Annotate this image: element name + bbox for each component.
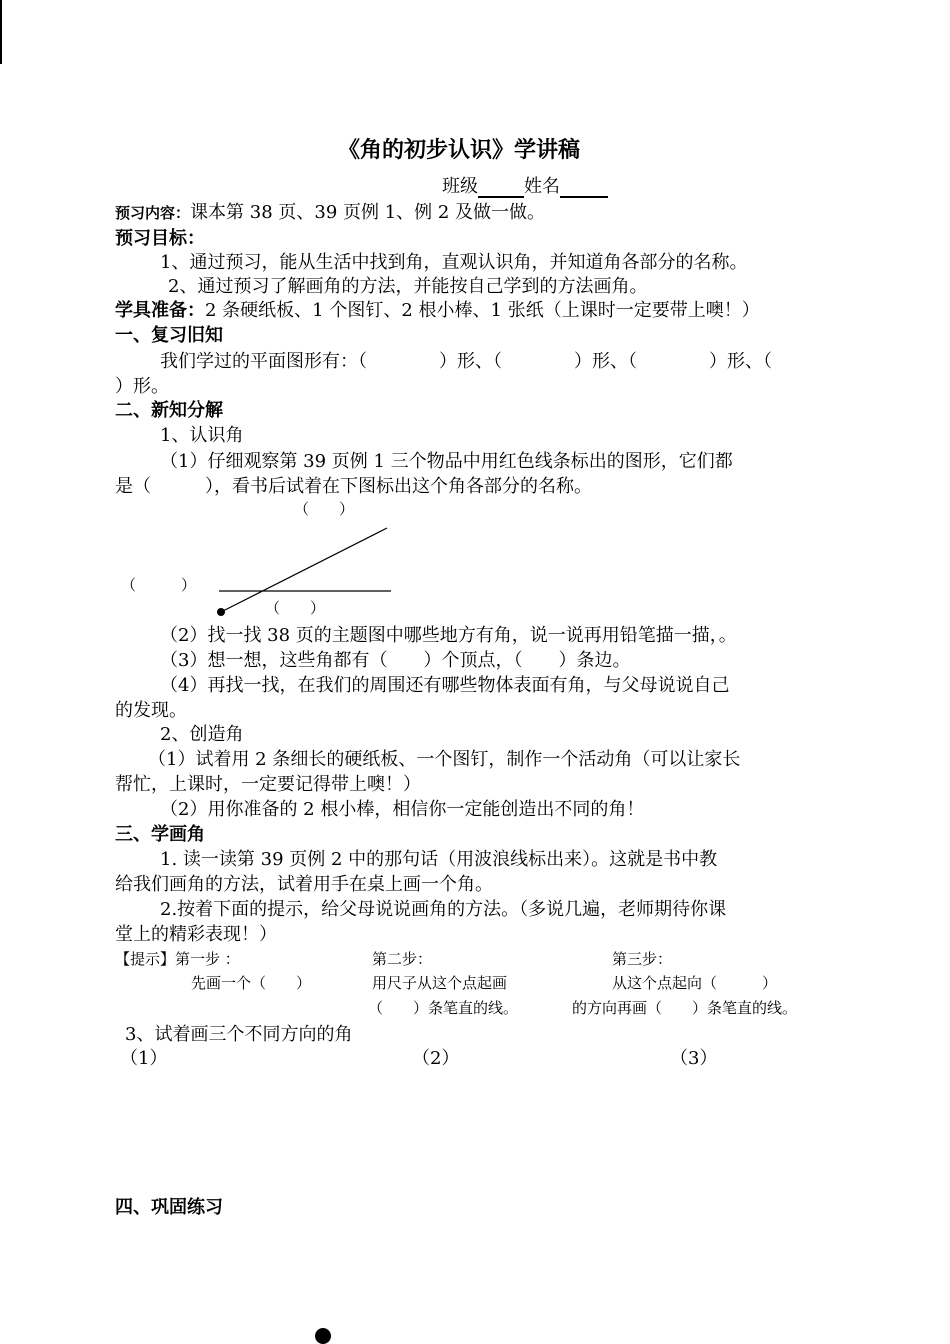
- class-label: 班级: [442, 176, 478, 197]
- drawing-slot-3[interactable]: （3）: [670, 1048, 718, 1069]
- goal-item-1: 1、通过预习，能从生活中找到角，直观认识角，并知道角各部分的名称。: [160, 252, 748, 273]
- create1-line1: （1）试着用 2 条细长的硬纸板、一个图钉，制作一个活动角（可以让家长: [148, 749, 741, 770]
- draw1-line1: 1. 读一读第 39 页例 2 中的那句话（用波浪线标出来）。这就是书中教: [160, 849, 718, 870]
- hint-step2-label: 第二步：: [372, 950, 433, 968]
- drawing-slot-1[interactable]: （1）: [120, 1048, 168, 1069]
- tools-label: 学具准备：: [115, 300, 205, 321]
- hint-step3-label: 第三步：: [612, 950, 673, 968]
- section2-heading: 二、新知分解: [115, 400, 223, 421]
- sub-heading-create-angle: 2、创造角: [160, 724, 244, 745]
- diagram-label-bottom[interactable]: （ ）: [265, 599, 326, 617]
- angle-diagram: [0, 0, 950, 640]
- page-title: 《角的初步认识》学讲稿: [338, 137, 581, 163]
- hint-step2-text2: （ ）条笔直的线。: [368, 999, 519, 1017]
- name-label: 姓名: [524, 176, 560, 197]
- hint-step3-text1: 从这个点起向（ ）: [612, 974, 778, 992]
- hint-step1-text: 先画一个（ ）: [191, 974, 312, 992]
- angle-vertex: [217, 608, 225, 616]
- question4-line1: （4）再找一找，在我们的周围还有哪些物体表面有角，与父母说说自己: [160, 675, 730, 696]
- section1-line1: 我们学过的平面图形有：（ ）形、（ ）形、（ ）形、（: [160, 351, 772, 372]
- draw2-line2: 堂上的精彩表现！）: [115, 924, 277, 945]
- section4-heading: 四、巩固练习: [115, 1197, 223, 1218]
- bottom-dot-mark: [315, 1328, 331, 1344]
- goals-label: 预习目标：: [115, 228, 205, 249]
- sub-heading-recognize-angle: 1、认识角: [160, 425, 244, 446]
- tools-text: 2 条硬纸板、1 个图钉、2 根小棒、1 张纸（上课时一定要带上噢！）: [205, 300, 760, 321]
- question2: （2）找一找 38 页的主题图中哪些地方有角，说一说再用铅笔描一描，。: [160, 625, 737, 646]
- preview-content-text: 课本第 38 页、39 页例 1、例 2 及做一做。: [190, 202, 546, 223]
- draw3-heading: 3、试着画三个不同方向的角: [125, 1024, 353, 1045]
- hint-step2-text1: 用尺子从这个点起画: [372, 974, 508, 992]
- draw2-line1: 2.按着下面的提示，给父母说说画角的方法。（多说几遍，老师期待你课: [160, 899, 727, 920]
- section1-line2: ）形。: [115, 376, 169, 397]
- goal-item-2: 2、通过预习了解画角的方法，并能按自己学到的方法画角。: [168, 276, 648, 297]
- question4-line2: 的发现。: [115, 700, 187, 721]
- question1-line1: （1）仔细观察第 39 页例 1 三个物品中用红色线条标出的图形，它们都: [160, 451, 733, 472]
- hint-step3-text2: 的方向再画（ ）条笔直的线。: [572, 999, 798, 1017]
- diagram-label-top[interactable]: （ ）: [294, 500, 355, 518]
- drawing-slot-2[interactable]: （2）: [412, 1048, 460, 1069]
- preview-content-label: 预习内容：: [115, 204, 191, 222]
- draw1-line2: 给我们画角的方法，试着用手在桌上画一个角。: [115, 874, 493, 895]
- section1-heading: 一、复习旧知: [115, 325, 223, 346]
- question3: （3）想一想，这些角都有（ ）个顶点，（ ）条边。: [160, 650, 631, 671]
- create2: （2）用你准备的 2 根小棒，相信你一定能创造出不同的角！: [160, 799, 645, 820]
- create1-line2: 帮忙，上课时，一定要记得带上噢！）: [115, 774, 421, 795]
- section3-heading: 三、学画角: [115, 824, 205, 845]
- diagram-label-left[interactable]: （ ）: [121, 576, 197, 594]
- hint-step1-label: 【提示】第一步 ：: [115, 950, 240, 968]
- question1-line2: 是（ ），看书后试着在下图标出这个角各部分的名称。: [115, 476, 592, 497]
